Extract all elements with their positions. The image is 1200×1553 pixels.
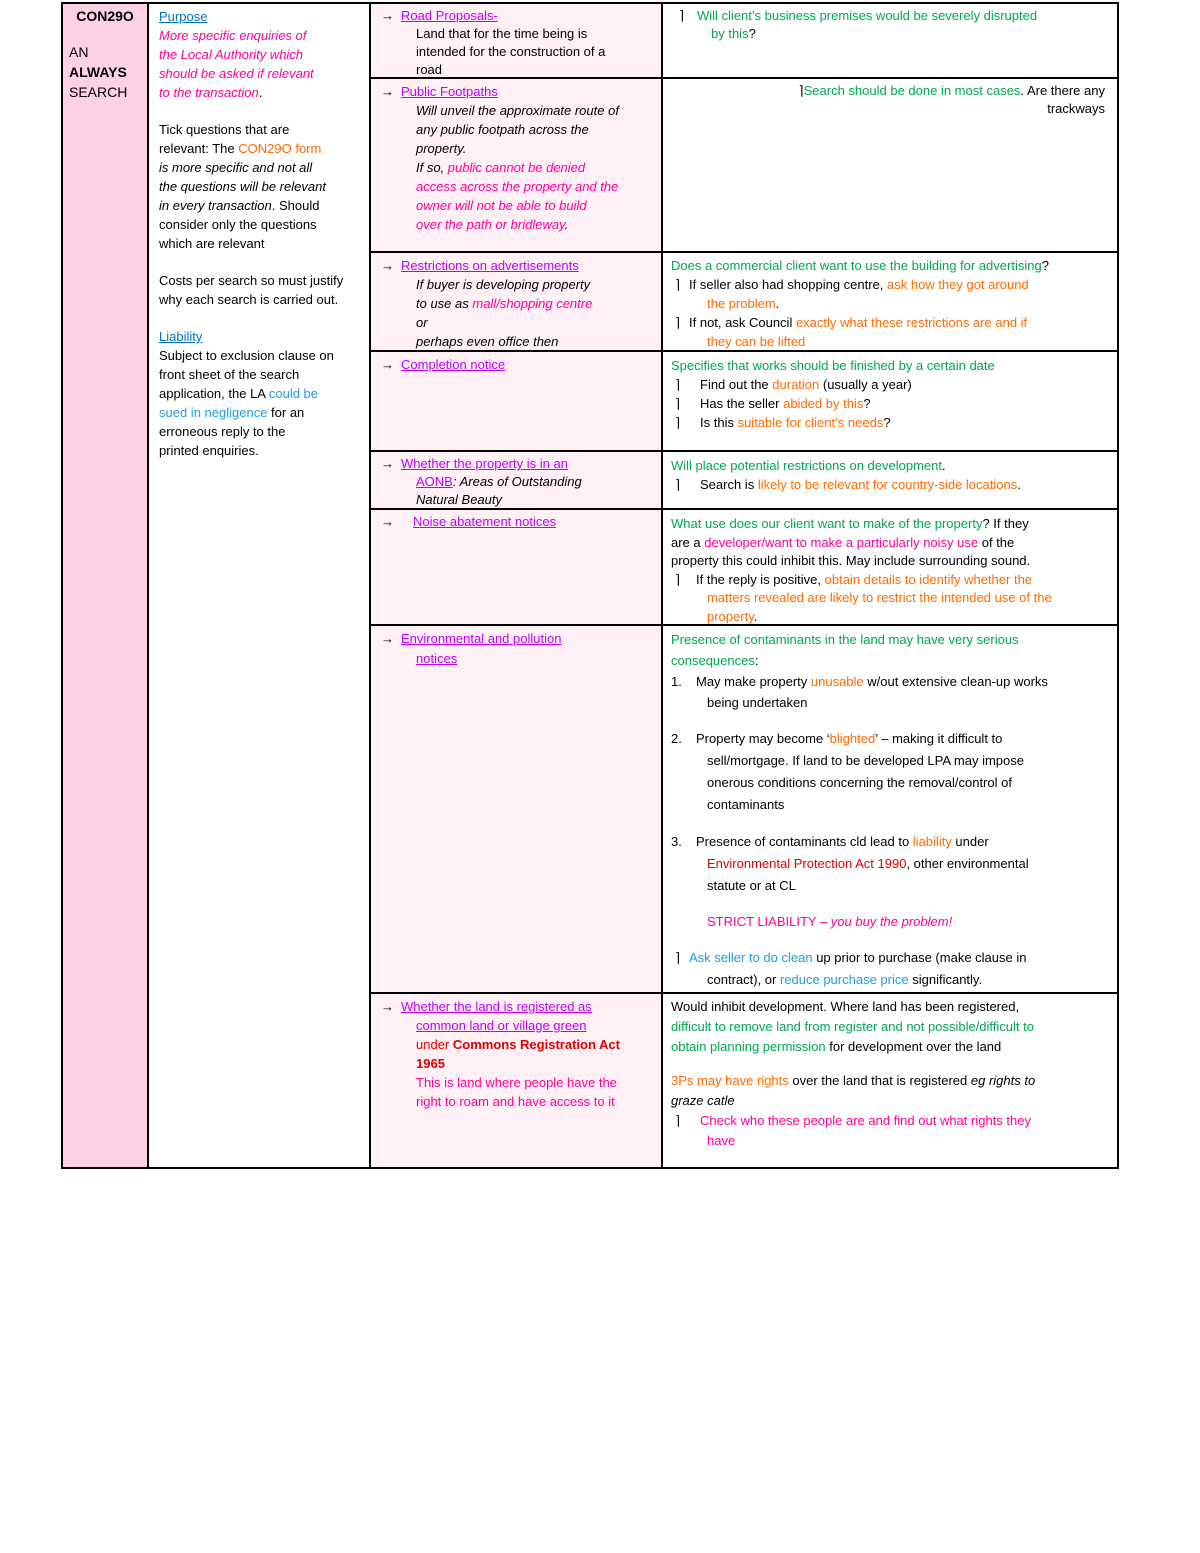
row-public-footpaths: → Public Footpaths Will unveil the approximate route of any public footpath across the property. If so, public cannot be denied access across the property and the owner will not be able to build over the path or bridleway. <box>371 79 661 253</box>
note-restrictions-advertisements: Does a commercial client want to use the building for advertising? ⌉ If seller also had shopping centre, ask how they got around the problem. ⌉ If not, ask Council exactly what these restrictions are and if they can be lifted <box>663 253 1117 352</box>
note-completion-notice: Specifies that works should be finished by a certain date ⌉ Find out the duration (usually a year) ⌉ Has the seller abided by this? ⌉ Is this suitable for client’s needs? <box>663 352 1117 452</box>
bracket-bullet-icon: ⌉ <box>675 477 681 492</box>
arrow-icon: → <box>381 456 394 471</box>
arrow-icon: → <box>381 8 394 23</box>
arrow-icon: → <box>381 999 394 1014</box>
bracket-bullet-icon: ⌉ <box>675 1113 681 1128</box>
row-restrictions-advertisements: → Restrictions on advertisements If buyer is developing property to use as mall/shopping centre or perhaps even office then <box>371 253 661 352</box>
arrow-icon: → <box>381 84 394 99</box>
note-public-footpaths: ⌉Search should be done in most cases. Are there any trackways <box>663 79 1117 253</box>
bracket-bullet-icon: ⌉ <box>675 315 681 330</box>
purpose-heading: Purpose <box>159 9 208 24</box>
public-footpaths-title: Public Footpaths <box>401 84 498 99</box>
environmental-title: Environmental and pollution <box>401 631 562 646</box>
liability-text: Subject to exclusion clause on front sheet of the search application, the LA could be sued in negligence for an erroneous reply to the printed enquiries. <box>159 348 334 458</box>
note-noise-abatement: What use does our client want to make of the property? If they are a developer/want to make a particularly noisy use of the property this could inhibit this. May include surrounding sound. ⌉ If the reply is positive, obtain details to identify whether the matters revealed are likely to restrict the intended use of the property. <box>663 510 1117 626</box>
search-code: CON29O <box>76 8 134 24</box>
arrow-icon: → <box>381 258 394 273</box>
search-name-column <box>63 4 149 1167</box>
bracket-bullet-icon: ⌉ <box>675 277 681 292</box>
costs-text: Costs per search so must justify why each search is carried out. <box>159 273 344 307</box>
purpose-text: More specific enquiries of the Local Authority which should be asked if relevant to the transaction. <box>159 28 314 100</box>
note-aonb: Will place potential restrictions on development. ⌉ Search is likely to be relevant for country-side locations. <box>663 452 1117 510</box>
always-search-label: AN ALWAYS SEARCH <box>69 44 128 100</box>
note-road-proposals: ⌉ Will client’s business premises would be severely disrupted by this? <box>663 4 1117 79</box>
advertisements-title: Restrictions on advertisements <box>401 258 579 273</box>
noise-abatement-title: Noise abatement notices <box>413 514 557 529</box>
notes-table <box>61 2 1119 1169</box>
bracket-bullet-icon: ⌉ <box>675 415 681 430</box>
row-road-proposals: → Road Proposals- Land that for the time being is intended for the construction of a road <box>371 4 661 79</box>
arrow-icon: → <box>381 357 394 372</box>
bracket-bullet-icon: ⌉ <box>679 8 685 23</box>
bracket-bullet-icon: ⌉ <box>675 396 681 411</box>
row-common-land: → Whether the land is registered as common land or village green under Commons Registration Act 1965 This is land where people have the right to roam and have access to it <box>371 994 661 1167</box>
row-environmental-pollution: → Environmental and pollution notices <box>371 626 661 994</box>
bracket-bullet-icon: ⌉ <box>675 950 681 965</box>
common-land-title: Whether the land is registered as <box>401 999 592 1014</box>
purpose-column <box>149 4 371 1167</box>
note-environmental-pollution: Presence of contaminants in the land may have very serious consequences: 1. May make property unusable w/out extensive clean-up works being undertaken 2. Property may become ‘blighted’ – making it difficult to sell/mortgage. If land to be developed LPA may impose onerous conditions concerning the removal/control of contaminants 3. Presence of contaminants cld lead to liability under Environmental Protection Act 1990, other environmental statute or at CL STRICT LIABILITY – you buy the problem! ⌉ Ask seller to do clean up prior to purchase (make clause in contract), or reduce purchase price significantly. <box>663 626 1117 994</box>
bracket-bullet-icon: ⌉ <box>675 377 681 392</box>
arrow-icon: → <box>381 514 394 529</box>
bracket-bullet-icon: ⌉ <box>798 83 804 98</box>
notes-column <box>663 4 1117 1167</box>
row-aonb: → Whether the property is in an AONB: Areas of Outstanding Natural Beauty <box>371 452 661 510</box>
bracket-bullet-icon: ⌉ <box>675 571 681 587</box>
liability-heading: Liability <box>159 329 203 344</box>
aonb-title: Whether the property is in an <box>401 456 568 471</box>
arrow-icon: → <box>381 631 394 646</box>
enquiry-column <box>371 4 663 1167</box>
tick-questions-text: Tick questions that are relevant: The CON29O form is more specific and not all the questions will be relevant in every transaction. Should consider only the questions which are relevant <box>159 122 326 251</box>
note-common-land: Would inhibit development. Where land has been registered, difficult to remove land from register and not possible/difficult to obtain planning permission for development over the land 3Ps may have rights over the land that is registered eg rights to graze catle ⌉ Check who these people are and find out what rights they have <box>671 999 1036 1148</box>
completion-notice-title: Completion notice <box>401 357 506 372</box>
row-completion-notice <box>371 352 661 452</box>
road-proposals-title: Road Proposals- <box>401 8 498 23</box>
row-noise-abatement <box>371 510 661 626</box>
